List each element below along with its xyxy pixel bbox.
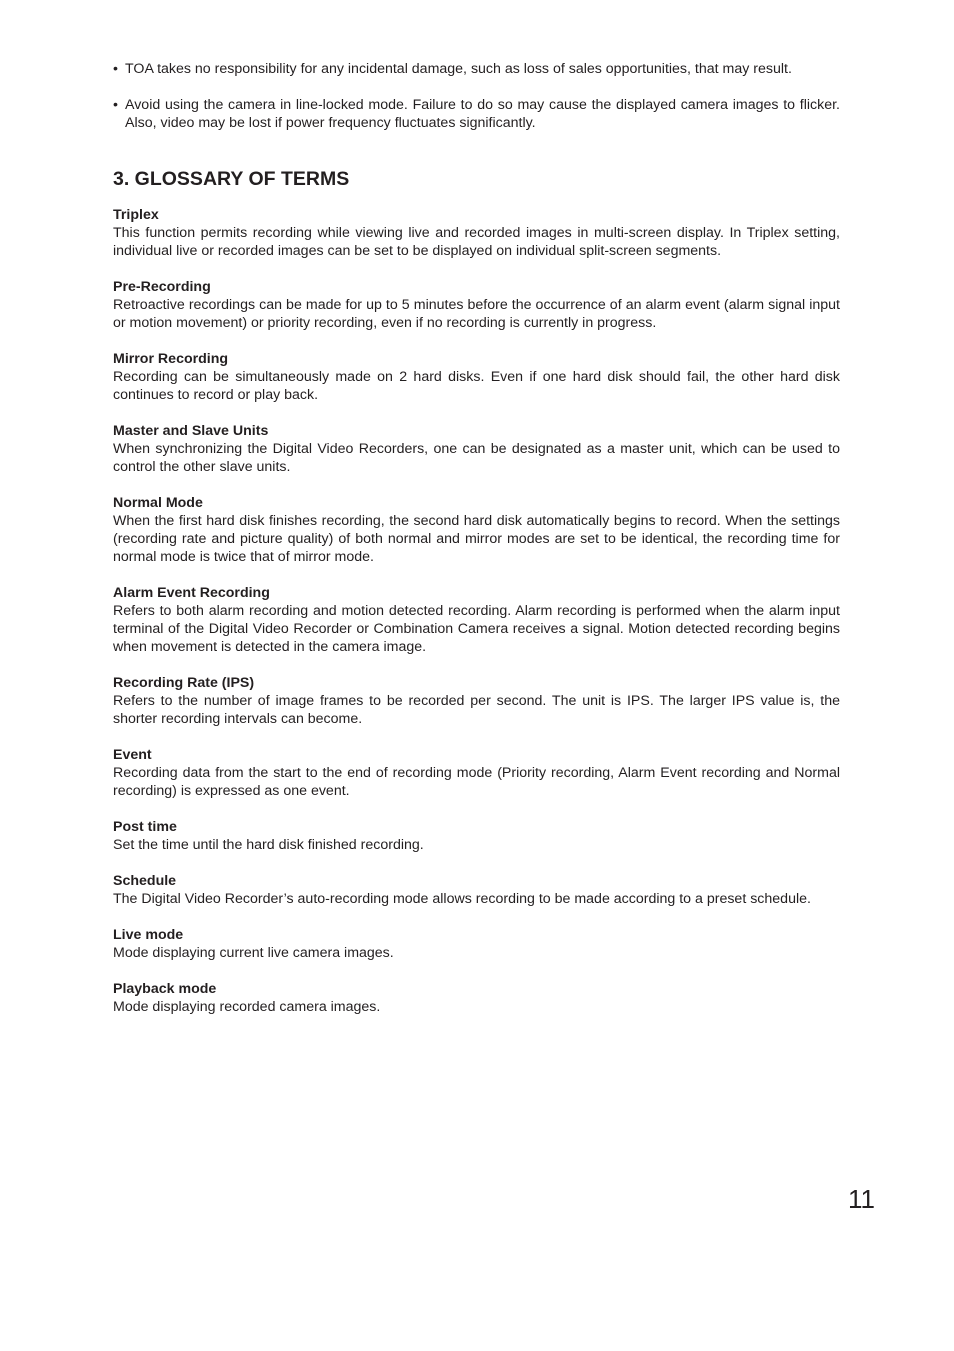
term-name: Master and Slave Units xyxy=(113,423,269,439)
term-name: Recording Rate (IPS) xyxy=(113,675,255,691)
term-definition: Recording data from the start to the end of recording mode (Priority recording, Alarm Event recording and Normal recording) is expressed as one event. xyxy=(113,765,840,799)
term-name: Playback mode xyxy=(113,981,217,997)
term-definition: This function permits recording while viewing live and recorded images in multi-screen display. In Triplex setting, individual live or recorded images can be set to be displayed on individual split-screen segments. xyxy=(113,225,840,259)
term-name: Live mode xyxy=(113,927,184,943)
glossary-term xyxy=(113,350,840,404)
section-title: 3. GLOSSARY OF TERMS xyxy=(113,168,350,190)
notes-list xyxy=(113,60,840,132)
term-definition: Mode displaying recorded camera images. xyxy=(113,999,381,1015)
term-definition: When the first hard disk finishes recording, the second hard disk automatically begins to record. When the settings (recording rate and picture quality) of both normal and mirror modes are set to be identical, the recording time for normal mode is twice that of mirror mode. xyxy=(113,513,840,565)
term-name: Triplex xyxy=(113,207,159,223)
glossary-term xyxy=(113,872,840,908)
glossary-term xyxy=(113,494,840,566)
term-definition: Recording can be simultaneously made on 2 hard disks. Even if one hard disk should fail, the other hard disk continues to record or play back. xyxy=(113,369,840,403)
term-definition: When synchronizing the Digital Video Recorders, one can be designated as a master unit, which can be used to control the other slave units. xyxy=(113,441,840,475)
term-definition: Refers to both alarm recording and motion detected recording. Alarm recording is performed when the alarm input terminal of the Digital Video Recorder or Combination Camera receives a signal. Motion detected recording begins when movement is detected in the camera image. xyxy=(113,603,840,655)
note-text: TOA takes no responsibility for any incidental damage, such as loss of sales opportunities, that may result. xyxy=(125,61,792,77)
term-definition: Set the time until the hard disk finished recording. xyxy=(113,837,424,853)
term-definition: Retroactive recordings can be made for up to 5 minutes before the occurrence of an alarm event (alarm signal input or motion movement) or priority recording, even if no recording is currently in progress. xyxy=(113,297,840,331)
term-definition: Refers to the number of image frames to be recorded per second. The unit is IPS. The larger IPS value is, the shorter recording intervals can become. xyxy=(113,693,840,727)
glossary-term xyxy=(113,818,840,854)
glossary-term xyxy=(113,746,840,800)
bullet-icon: • xyxy=(113,97,118,113)
glossary-term xyxy=(113,278,840,332)
glossary-term xyxy=(113,206,840,260)
term-name: Normal Mode xyxy=(113,495,203,511)
page-content xyxy=(113,60,840,1034)
term-definition: The Digital Video Recorder’s auto-recording mode allows recording to be made according to a preset schedule. xyxy=(113,891,811,907)
note-item xyxy=(113,96,840,132)
term-name: Pre-Recording xyxy=(113,279,211,295)
note-item xyxy=(113,60,840,78)
term-name: Event xyxy=(113,747,152,763)
glossary-term xyxy=(113,674,840,728)
bullet-icon: • xyxy=(113,61,118,77)
note-text: Avoid using the camera in line-locked mode. Failure to do so may cause the displayed camera images to flicker. Also, video may be lost if power frequency fluctuates significantly. xyxy=(125,97,840,131)
term-name: Alarm Event Recording xyxy=(113,585,270,601)
glossary-list xyxy=(113,206,840,1016)
glossary-term xyxy=(113,422,840,476)
term-name: Mirror Recording xyxy=(113,351,229,367)
glossary-term xyxy=(113,926,840,962)
term-definition: Mode displaying current live camera images. xyxy=(113,945,394,961)
page-number: 11 xyxy=(848,1184,875,1214)
glossary-term xyxy=(113,584,840,656)
glossary-term xyxy=(113,980,840,1016)
term-name: Schedule xyxy=(113,873,177,889)
term-name: Post time xyxy=(113,819,177,835)
